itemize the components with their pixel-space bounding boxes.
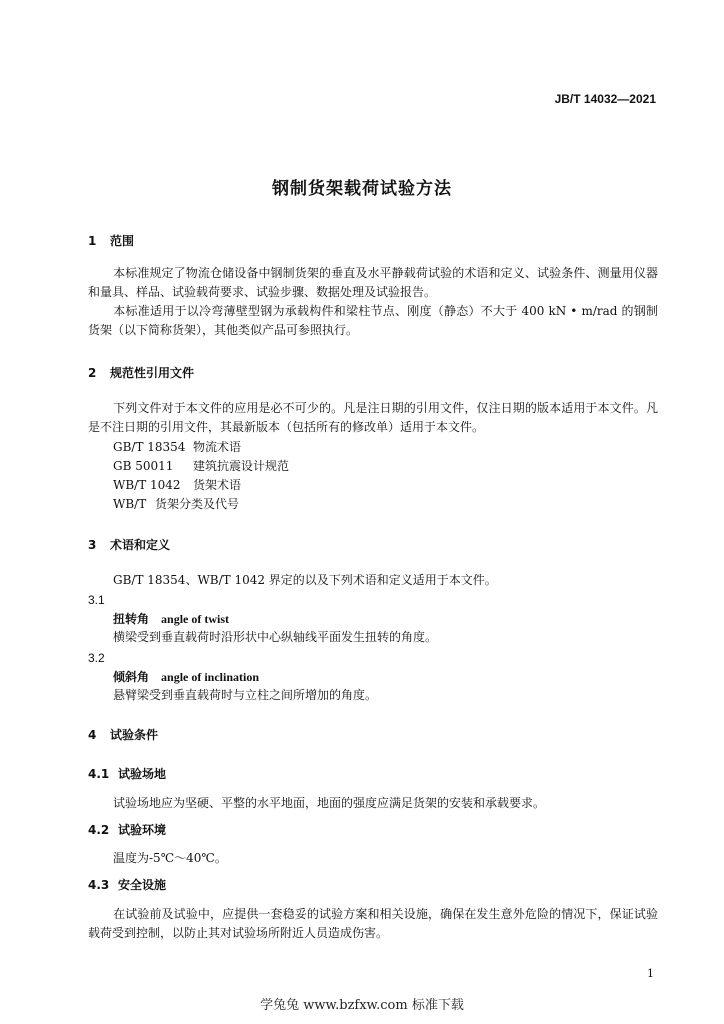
paragraph-text: 在试验前及试验中，应提供一套稳妥的试验方案和相关设施，确保在发生意外危险的情况下，保证试验载荷受到控制，以防止其对试验场所附近人员造成伤害。 xyxy=(88,907,658,940)
section-title: 规范性引用文件 xyxy=(110,366,195,380)
term-english: angle of twist xyxy=(161,612,230,626)
reference-name: 建筑抗震设计规范 xyxy=(193,459,290,473)
subsection-number: 4.3 xyxy=(88,878,110,892)
subsection-number: 4.1 xyxy=(88,767,110,781)
section-3-paragraph-1: GB/T 18354、WB/T 1042 界定的以及下列术语和定义适用于本文件。 xyxy=(113,573,497,587)
reference-code: GB/T 18354 xyxy=(113,440,186,454)
document-code: JB/T 14032—2021 xyxy=(554,92,656,106)
page-number: 1 xyxy=(647,967,654,980)
paragraph-text: 本标准适用于以冷弯薄壁型钢为承载构件和梁柱节点、刚度（静态）不大于 400 kN • m/rad 的钢制货架（以下简称货架），其他类似产品可参照执行。 xyxy=(88,304,658,337)
section-1-paragraph-1 xyxy=(88,264,658,302)
term-number: 3.1 xyxy=(88,593,105,607)
section-4-heading xyxy=(88,726,158,743)
reference-item xyxy=(113,495,239,514)
reference-item xyxy=(113,438,241,457)
paragraph-text: 本标准规定了物流仓储设备中钢制货架的垂直及水平静载荷试验的术语和定义、试验条件、测量用仪器和量具、样品、试验载荷要求、试验步骤、数据处理及试验报告。 xyxy=(88,266,658,299)
section-number: 4 xyxy=(88,728,97,742)
subsection-4-2-text: 温度为-5℃～40℃。 xyxy=(113,851,227,865)
term-definition: 横梁受到垂直载荷时沿形状中心纵轴线平面发生扭转的角度。 xyxy=(113,630,438,644)
reference-code: WB/T 1042 xyxy=(113,478,181,492)
reference-item xyxy=(113,476,241,495)
subsection-4-1-text: 试验场地应为坚硬、平整的水平地面，地面的强度应满足货架的安装和承载要求。 xyxy=(113,796,546,810)
document-title: 钢制货架载荷试验方法 xyxy=(272,179,452,199)
section-title: 范围 xyxy=(110,234,135,248)
section-1-heading xyxy=(88,232,134,249)
reference-item xyxy=(113,457,289,476)
term-english: angle of inclination xyxy=(161,670,260,684)
paragraph-text: 下列文件对于本文件的应用是必不可少的。凡是注日期的引用文件，仅注日期的版本适用于本文件。凡是不注日期的引用文件，其最新版本（包括所有的修改单）适用于本文件。 xyxy=(88,401,658,434)
subsection-4-3-heading xyxy=(88,876,166,893)
subsection-title: 试验环境 xyxy=(118,823,167,837)
term-chinese: 倾斜角 xyxy=(113,670,150,684)
download-footer: 学兔兔 www.bzfxw.com 标准下载 xyxy=(260,998,464,1013)
section-1-paragraph-2 xyxy=(88,302,658,340)
term-definition: 悬臂梁受到垂直载荷时与立柱之间所增加的角度。 xyxy=(113,688,378,702)
subsection-4-2-heading xyxy=(88,821,166,838)
section-2-paragraph-1 xyxy=(88,399,658,437)
section-number: 2 xyxy=(88,366,97,380)
reference-code: GB 50011 xyxy=(113,459,174,473)
reference-code: WB/T xyxy=(113,497,147,511)
reference-name: 物流术语 xyxy=(193,440,242,454)
term-title xyxy=(113,610,229,627)
subsection-4-3-text xyxy=(88,905,658,943)
term-title xyxy=(113,668,259,685)
reference-name: 货架术语 xyxy=(193,478,242,492)
subsection-title: 安全设施 xyxy=(118,878,167,892)
section-3-heading xyxy=(88,536,170,553)
subsection-4-1-heading xyxy=(88,765,166,782)
term-number: 3.2 xyxy=(88,651,105,665)
term-chinese: 扭转角 xyxy=(113,612,150,626)
section-2-heading xyxy=(88,364,194,381)
section-number: 1 xyxy=(88,234,97,248)
subsection-title: 试验场地 xyxy=(118,767,167,781)
reference-name: 货架分类及代号 xyxy=(155,497,240,511)
subsection-number: 4.2 xyxy=(88,823,110,837)
section-title: 试验条件 xyxy=(110,728,159,742)
section-title: 术语和定义 xyxy=(110,538,171,552)
section-number: 3 xyxy=(88,538,97,552)
